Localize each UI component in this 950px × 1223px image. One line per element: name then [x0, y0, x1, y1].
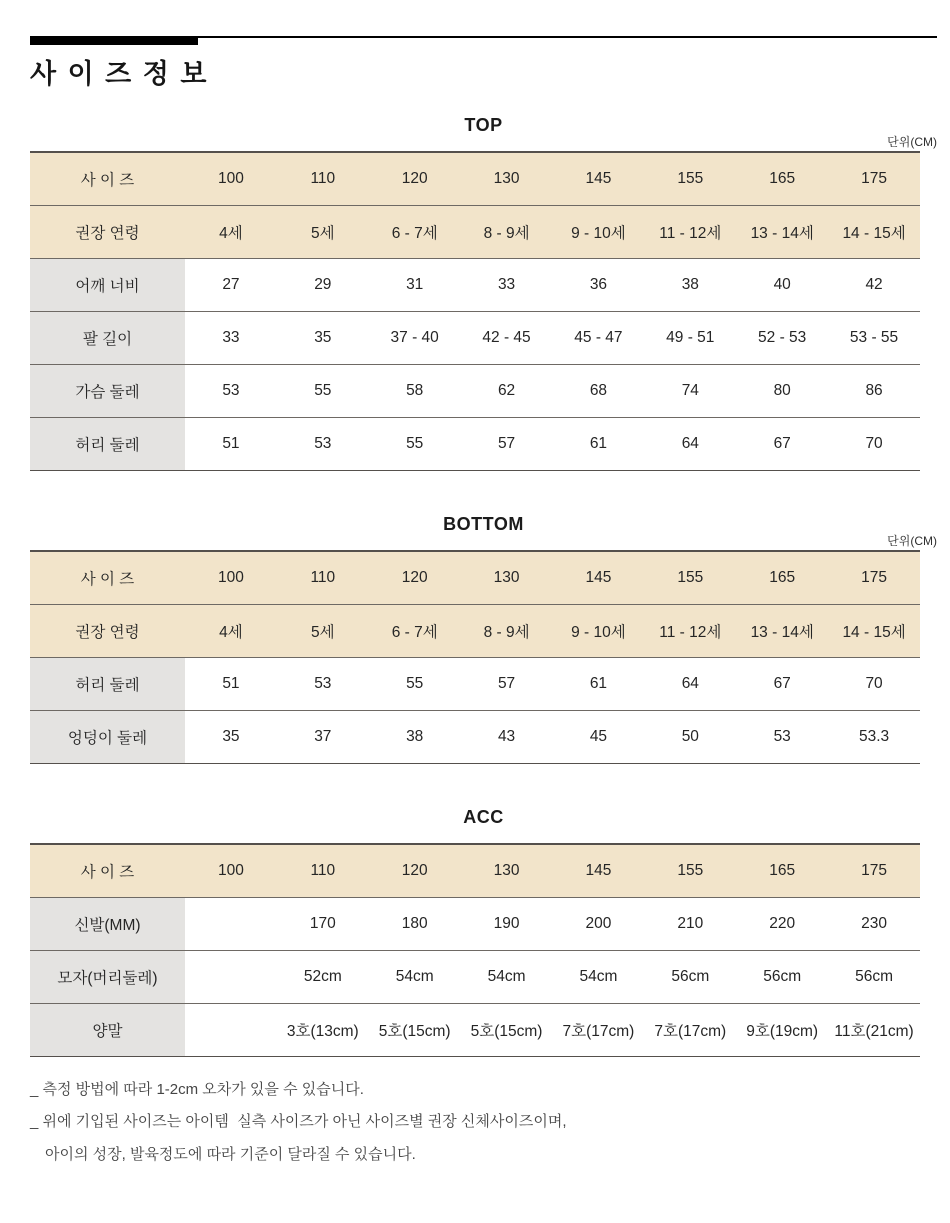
cell-value: 61 — [553, 418, 645, 471]
note-line: _ 측정 방법에 따라 1-2cm 오차가 있을 수 있습니다. — [30, 1081, 364, 1098]
cell-value: 9호(19cm) — [736, 1004, 828, 1057]
cell-value: 33 — [461, 259, 553, 312]
cell-value: 190 — [461, 898, 553, 951]
cell-value: 110 — [277, 551, 369, 605]
cell-value: 9 - 10세 — [553, 605, 645, 658]
section-title-top: TOP — [464, 115, 503, 135]
cell-value: 42 — [828, 259, 920, 312]
cell-value: 42 - 45 — [461, 312, 553, 365]
cell-value: 100 — [185, 844, 277, 898]
cell-value: 145 — [553, 551, 645, 605]
cell-value: 86 — [828, 365, 920, 418]
cell-value: 11 - 12세 — [644, 605, 736, 658]
size-table-acc — [30, 843, 920, 1057]
cell-value: 230 — [828, 898, 920, 951]
table-row — [30, 551, 920, 605]
table-row — [30, 605, 920, 658]
cell-value: 165 — [736, 844, 828, 898]
cell-value: 53 — [736, 711, 828, 764]
cell-value: 120 — [369, 152, 461, 206]
cell-value: 7호(17cm) — [553, 1004, 645, 1057]
cell-value: 165 — [736, 551, 828, 605]
table-row — [30, 898, 920, 951]
section-title-bottom: BOTTOM — [443, 514, 524, 534]
title-accent-bar — [30, 36, 937, 45]
cell-value — [185, 951, 277, 1004]
cell-value: 36 — [553, 259, 645, 312]
cell-value: 54cm — [461, 951, 553, 1004]
row-label: 팔 길이 — [30, 312, 185, 365]
cell-value: 62 — [461, 365, 553, 418]
row-label: 엉덩이 둘레 — [30, 711, 185, 764]
cell-value: 51 — [185, 418, 277, 471]
cell-value: 175 — [828, 844, 920, 898]
cell-value: 80 — [736, 365, 828, 418]
cell-value: 130 — [461, 551, 553, 605]
section-head-top — [30, 115, 937, 151]
cell-value: 67 — [736, 658, 828, 711]
cell-value: 200 — [553, 898, 645, 951]
table-row — [30, 418, 920, 471]
cell-value: 5호(15cm) — [461, 1004, 553, 1057]
table-row — [30, 1004, 920, 1057]
unit-label-top: 단위(CM) — [887, 135, 937, 149]
cell-value: 11 - 12세 — [644, 206, 736, 259]
cell-value: 6 - 7세 — [369, 206, 461, 259]
cell-value: 56cm — [644, 951, 736, 1004]
cell-value: 56cm — [736, 951, 828, 1004]
cell-value: 55 — [277, 365, 369, 418]
cell-value: 37 - 40 — [369, 312, 461, 365]
row-label: 신발(MM) — [30, 898, 185, 951]
cell-value: 55 — [369, 418, 461, 471]
row-label: 사 이 즈 — [30, 152, 185, 206]
title-accent-block — [30, 36, 198, 45]
cell-value: 145 — [553, 844, 645, 898]
cell-value: 70 — [828, 658, 920, 711]
cell-value: 130 — [461, 844, 553, 898]
cell-value: 175 — [828, 551, 920, 605]
cell-value: 110 — [277, 152, 369, 206]
cell-value: 56cm — [828, 951, 920, 1004]
size-table-bottom — [30, 550, 920, 764]
cell-value: 64 — [644, 658, 736, 711]
section-head-bottom — [30, 514, 937, 550]
table-row — [30, 152, 920, 206]
cell-value: 74 — [644, 365, 736, 418]
table-row — [30, 206, 920, 259]
cell-value: 70 — [828, 418, 920, 471]
table-row — [30, 365, 920, 418]
cell-value: 54cm — [553, 951, 645, 1004]
cell-value: 38 — [644, 259, 736, 312]
table-row — [30, 844, 920, 898]
cell-value: 49 - 51 — [644, 312, 736, 365]
section-bottom — [30, 514, 937, 764]
cell-value: 54cm — [369, 951, 461, 1004]
cell-value: 9 - 10세 — [553, 206, 645, 259]
cell-value: 155 — [644, 152, 736, 206]
row-label: 권장 연령 — [30, 206, 185, 259]
notes — [30, 1074, 937, 1171]
size-info-sheet — [30, 36, 937, 1171]
cell-value: 145 — [553, 152, 645, 206]
cell-value: 210 — [644, 898, 736, 951]
page-title: 사 이 즈 정 보 — [30, 59, 209, 89]
row-label: 양말 — [30, 1004, 185, 1057]
cell-value: 68 — [553, 365, 645, 418]
row-label: 사 이 즈 — [30, 844, 185, 898]
cell-value: 4세 — [185, 605, 277, 658]
cell-value: 5세 — [277, 605, 369, 658]
note-line: 아이의 성장, 발육정도에 따라 기준이 달라질 수 있습니다. — [45, 1145, 416, 1163]
section-top — [30, 115, 937, 471]
cell-value: 14 - 15세 — [828, 206, 920, 259]
table-row — [30, 259, 920, 312]
cell-value: 120 — [369, 844, 461, 898]
cell-value: 5세 — [277, 206, 369, 259]
cell-value: 5호(15cm) — [369, 1004, 461, 1057]
cell-value: 130 — [461, 152, 553, 206]
cell-value: 180 — [369, 898, 461, 951]
row-label: 모자(머리둘레) — [30, 951, 185, 1004]
cell-value: 11호(21cm) — [828, 1004, 920, 1057]
cell-value — [185, 898, 277, 951]
cell-value: 8 - 9세 — [461, 206, 553, 259]
cell-value — [185, 1004, 277, 1057]
cell-value: 45 — [553, 711, 645, 764]
cell-value: 6 - 7세 — [369, 605, 461, 658]
row-label: 사 이 즈 — [30, 551, 185, 605]
cell-value: 8 - 9세 — [461, 605, 553, 658]
cell-value: 110 — [277, 844, 369, 898]
cell-value: 155 — [644, 844, 736, 898]
cell-value: 35 — [277, 312, 369, 365]
cell-value: 45 - 47 — [553, 312, 645, 365]
cell-value: 3호(13cm) — [277, 1004, 369, 1057]
cell-value: 37 — [277, 711, 369, 764]
cell-value: 50 — [644, 711, 736, 764]
section-title-acc: ACC — [463, 807, 504, 827]
section-head-acc — [30, 807, 937, 843]
cell-value: 13 - 14세 — [736, 206, 828, 259]
table-row — [30, 312, 920, 365]
row-label: 어깨 너비 — [30, 259, 185, 312]
table-row — [30, 658, 920, 711]
cell-value: 4세 — [185, 206, 277, 259]
cell-value: 120 — [369, 551, 461, 605]
cell-value: 52 - 53 — [736, 312, 828, 365]
cell-value: 51 — [185, 658, 277, 711]
cell-value: 55 — [369, 658, 461, 711]
cell-value: 165 — [736, 152, 828, 206]
row-label: 허리 둘레 — [30, 658, 185, 711]
table-row — [30, 711, 920, 764]
cell-value: 53 — [185, 365, 277, 418]
cell-value: 40 — [736, 259, 828, 312]
table-row — [30, 951, 920, 1004]
cell-value: 14 - 15세 — [828, 605, 920, 658]
note-line: _ 위에 기입된 사이즈는 아이템 실측 사이즈가 아닌 사이즈별 권장 신체사이즈이며, — [30, 1113, 567, 1131]
row-label: 권장 연령 — [30, 605, 185, 658]
row-label: 가슴 둘레 — [30, 365, 185, 418]
cell-value: 29 — [277, 259, 369, 312]
cell-value: 53 - 55 — [828, 312, 920, 365]
cell-value: 67 — [736, 418, 828, 471]
cell-value: 58 — [369, 365, 461, 418]
cell-value: 155 — [644, 551, 736, 605]
cell-value: 13 - 14세 — [736, 605, 828, 658]
cell-value: 100 — [185, 551, 277, 605]
cell-value: 100 — [185, 152, 277, 206]
cell-value: 33 — [185, 312, 277, 365]
cell-value: 52cm — [277, 951, 369, 1004]
cell-value: 53.3 — [828, 711, 920, 764]
row-label: 허리 둘레 — [30, 418, 185, 471]
cell-value: 31 — [369, 259, 461, 312]
cell-value: 53 — [277, 418, 369, 471]
cell-value: 38 — [369, 711, 461, 764]
unit-label-bottom: 단위(CM) — [887, 534, 937, 548]
cell-value: 61 — [553, 658, 645, 711]
cell-value: 57 — [461, 418, 553, 471]
cell-value: 170 — [277, 898, 369, 951]
cell-value: 220 — [736, 898, 828, 951]
cell-value: 35 — [185, 711, 277, 764]
cell-value: 7호(17cm) — [644, 1004, 736, 1057]
size-table-top — [30, 151, 920, 471]
cell-value: 27 — [185, 259, 277, 312]
section-acc — [30, 807, 937, 1057]
cell-value: 64 — [644, 418, 736, 471]
cell-value: 175 — [828, 152, 920, 206]
cell-value: 57 — [461, 658, 553, 711]
cell-value: 43 — [461, 711, 553, 764]
cell-value: 53 — [277, 658, 369, 711]
